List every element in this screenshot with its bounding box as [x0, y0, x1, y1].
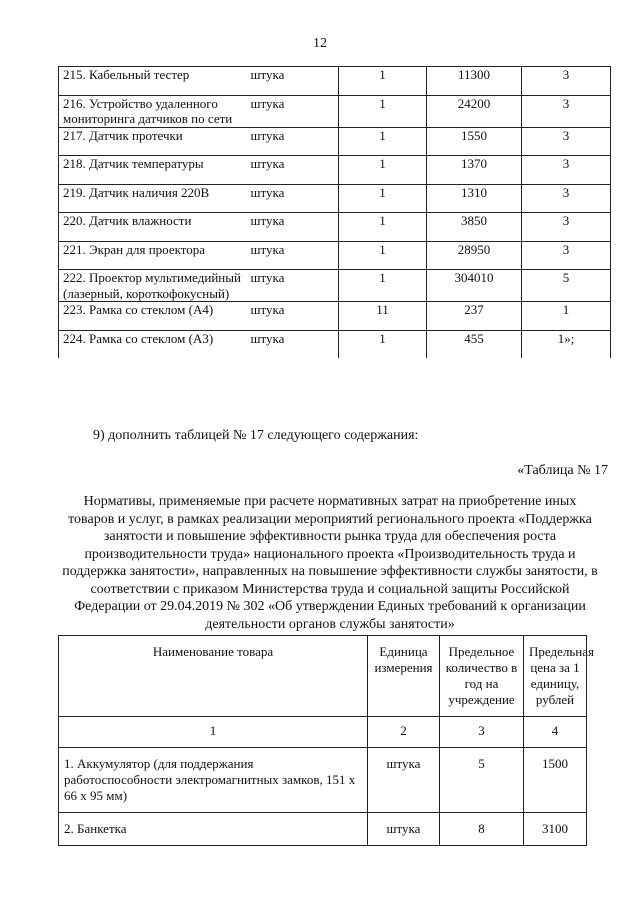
table-row — [59, 270, 611, 302]
item-term: 3 — [522, 127, 611, 156]
norms-table-17 — [58, 635, 594, 846]
item-price: 1310 — [427, 184, 522, 213]
page-number: 12 — [313, 36, 327, 51]
table-row — [59, 67, 611, 96]
item-name: 223. Рамка со стеклом (А4) — [59, 302, 247, 331]
item-term: 3 — [522, 184, 611, 213]
header-row — [59, 636, 587, 717]
header-product-name: Наименование товара — [59, 636, 368, 717]
item-term: 3 — [522, 67, 611, 96]
item-name: 224. Рамка со стеклом (А3) — [59, 330, 247, 358]
item-term: 1 — [522, 302, 611, 331]
item-price: 237 — [427, 302, 522, 331]
item-qty: 1 — [339, 156, 427, 185]
item-qty: 1 — [339, 67, 427, 96]
item-unit: штука — [247, 95, 339, 127]
item-name: 217. Датчик протечки — [59, 127, 247, 156]
table-row — [59, 241, 611, 270]
table-row — [59, 213, 611, 242]
item-qty: 1 — [339, 270, 427, 302]
product-name: 2. Банкетка — [59, 813, 368, 846]
item-term: 3 — [522, 241, 611, 270]
item-unit: штука — [247, 302, 339, 331]
column-number: 4 — [524, 717, 587, 748]
item-price: 455 — [427, 330, 522, 358]
item-unit: штука — [247, 67, 339, 96]
item-name: 222. Проектор мультимедийный (лазерный, короткофокусный) — [59, 270, 247, 302]
table-row — [59, 156, 611, 185]
item-price: 1370 — [427, 156, 522, 185]
item-price: 11300 — [427, 67, 522, 96]
product-qty: 8 — [440, 813, 524, 846]
table-row — [59, 184, 611, 213]
item-unit: штука — [247, 184, 339, 213]
item-term: 3 — [522, 156, 611, 185]
item-term: 3 — [522, 213, 611, 242]
item-term: 5 — [522, 270, 611, 302]
item-qty: 1 — [339, 95, 427, 127]
table-row — [59, 813, 587, 846]
table-heading: Нормативы, применяемые при расчете нормативных затрат на приобретение иных товаров и услуг, в рамках реализации мероприятий регионального проекта «Поддержка занятости и повышение эффективности рынка труда для обеспечения роста производительности труда» национального проекта «Производительность труда и поддержка занятости», направленных на повышение эффективности службы занятости, в соответствии с приказом Министерства труда и социальной защиты Российской Федерации от 29.04.2019 № 302 «Об утверждении Единых требований к организации деятельности органов службы занятости» — [62, 494, 598, 632]
product-price: 3100 — [524, 813, 587, 846]
product-unit: штука — [368, 813, 440, 846]
header-unit: Единица измерения — [368, 636, 440, 717]
item-name: 221. Экран для проектора — [59, 241, 247, 270]
item-qty: 11 — [339, 302, 427, 331]
product-name: 1. Аккумулятор (для поддержания работоспособности электромагнитных замков, 151 х 66 х 95 мм) — [59, 748, 368, 813]
item-unit: штука — [247, 213, 339, 242]
item-name: 219. Датчик наличия 220В — [59, 184, 247, 213]
item-price: 304010 — [427, 270, 522, 302]
item-price: 3850 — [427, 213, 522, 242]
item-qty: 1 — [339, 330, 427, 358]
header-max-price: Предельная цена за 1 единицу, рублей — [524, 636, 587, 717]
item-term: 3 — [522, 95, 611, 127]
column-number: 1 — [59, 717, 368, 748]
item-price: 1550 — [427, 127, 522, 156]
item-name: 218. Датчик температуры — [59, 156, 247, 185]
item-unit: штука — [247, 241, 339, 270]
item-unit: штука — [247, 270, 339, 302]
table-row — [59, 302, 611, 331]
item-price: 28950 — [427, 241, 522, 270]
product-price: 1500 — [524, 748, 587, 813]
item-qty: 1 — [339, 213, 427, 242]
product-qty: 5 — [440, 748, 524, 813]
table-row — [59, 330, 611, 358]
product-unit: штука — [368, 748, 440, 813]
paragraph-9: 9) дополнить таблицей № 17 следующего содержания: — [93, 428, 419, 443]
item-unit: штука — [247, 127, 339, 156]
item-qty: 1 — [339, 127, 427, 156]
table-row — [59, 127, 611, 156]
item-unit: штука — [250, 330, 285, 346]
column-number-row — [59, 717, 587, 748]
item-name: 216. Устройство удаленного мониторинга датчиков по сети — [59, 95, 247, 127]
table-reference: «Таблица № 17 — [517, 463, 608, 478]
equipment-table-continuation — [58, 66, 611, 358]
item-term: 1»; — [522, 330, 611, 358]
item-price: 24200 — [427, 95, 522, 127]
table-row — [59, 95, 611, 127]
item-qty: 1 — [339, 184, 427, 213]
column-number: 3 — [440, 717, 524, 748]
header-max-qty: Предельное количество в год на учреждение — [440, 636, 524, 717]
item-name: 220. Датчик влажности — [59, 213, 247, 242]
table-row — [59, 748, 587, 813]
item-name: 215. Кабельный тестер — [59, 67, 247, 96]
column-number: 2 — [368, 717, 440, 748]
item-unit: штука — [247, 156, 339, 185]
item-qty: 1 — [339, 241, 427, 270]
